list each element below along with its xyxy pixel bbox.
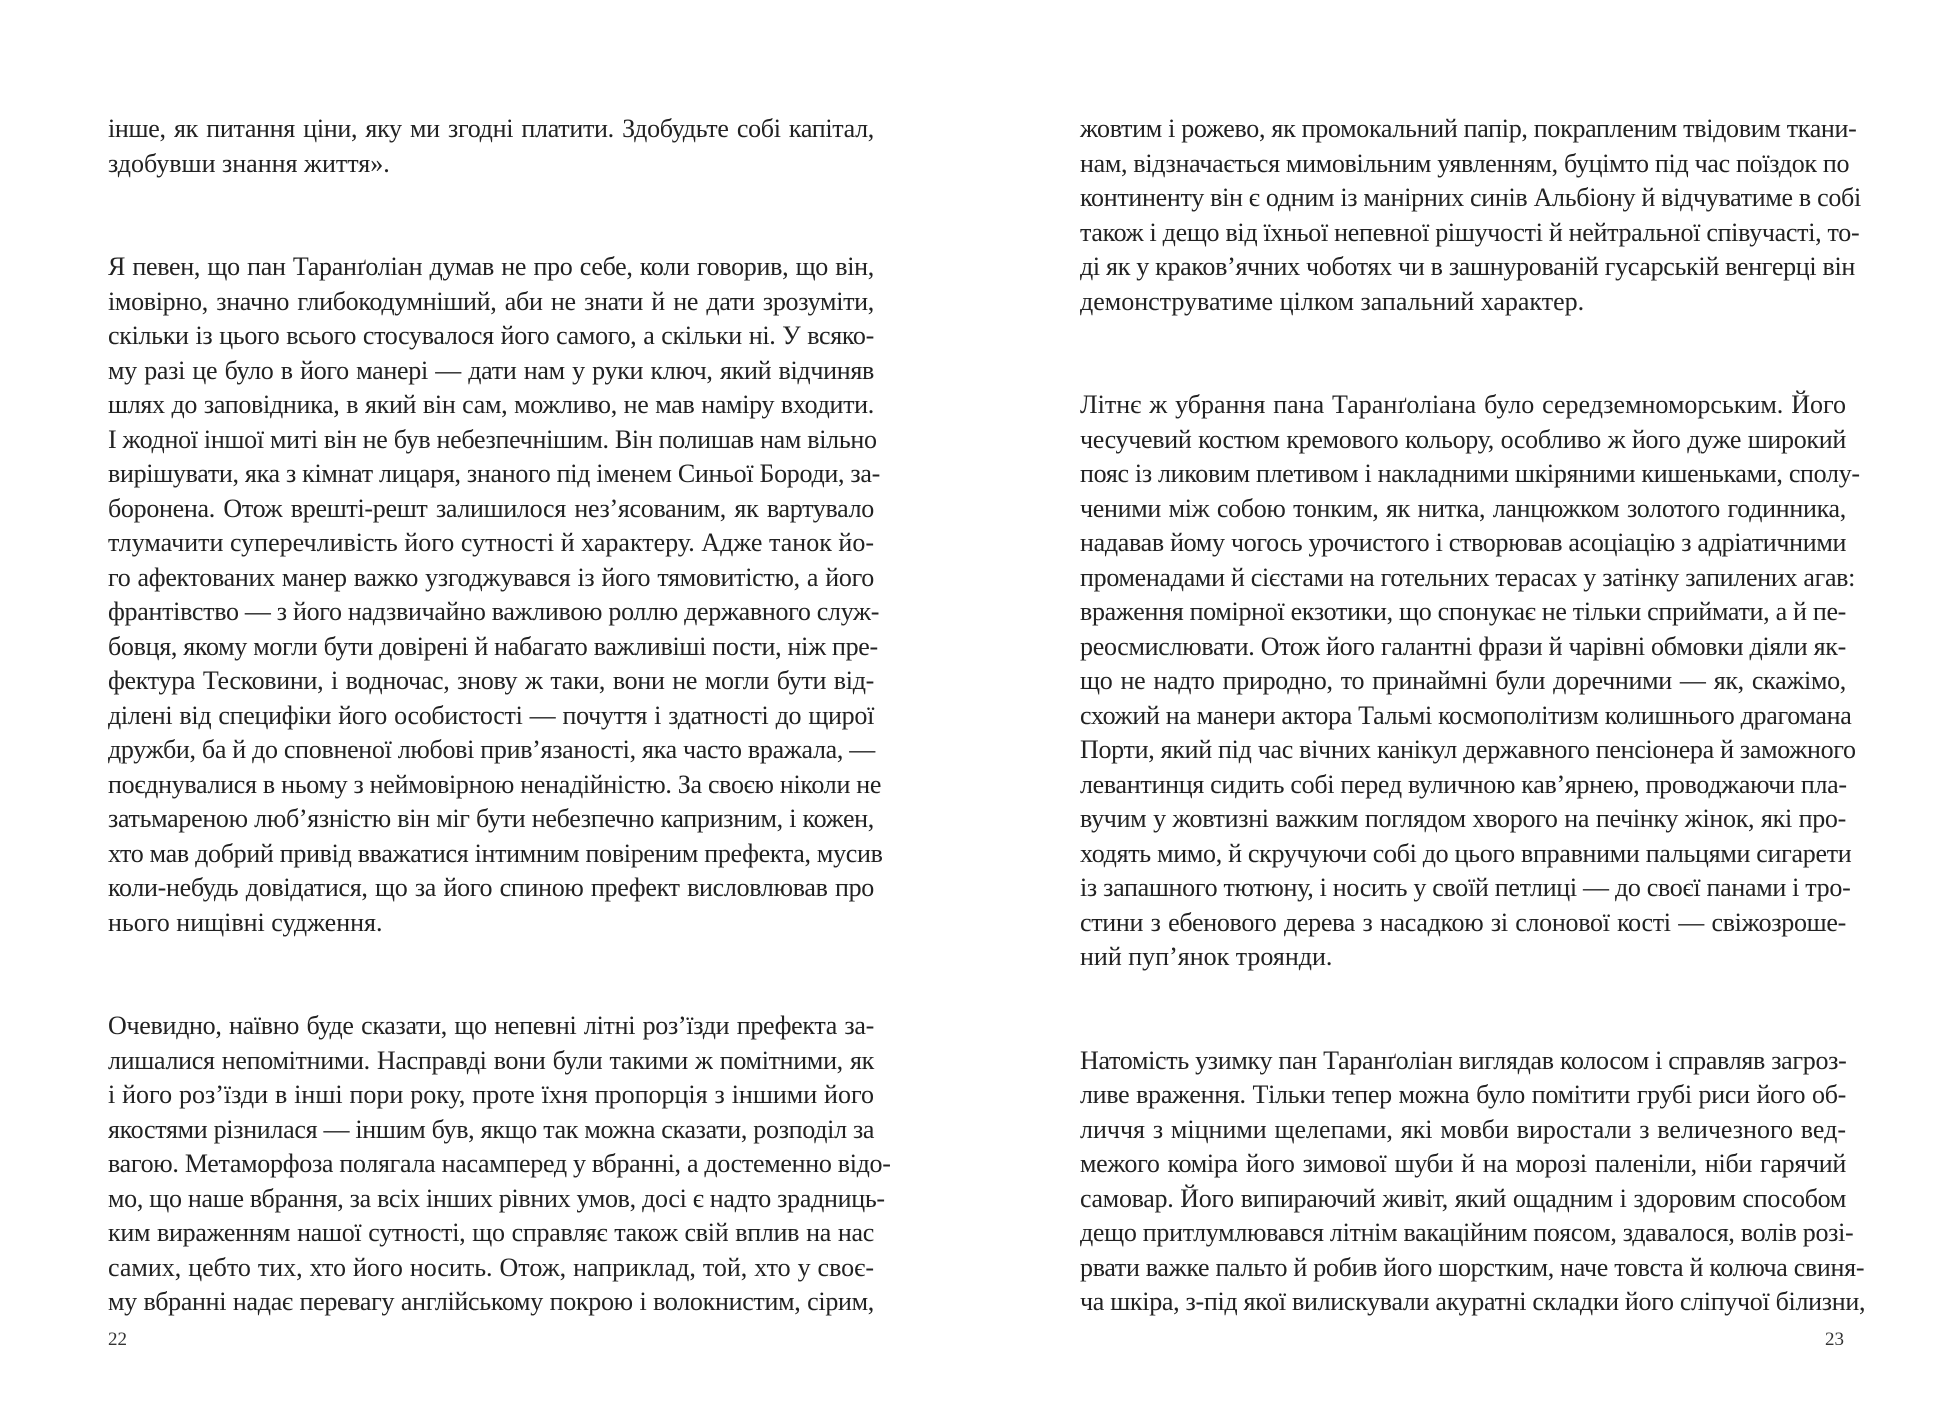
text-line: вучим у жовтизні важким поглядом хворого на печінку жінок, які про- <box>1080 804 1846 833</box>
text-line: здобувши знання життя». <box>108 148 390 178</box>
text-line: ний пуп’янок троянди. <box>1080 942 1333 971</box>
text-line: ченими між собою тонким, як нитка, ланцюжком золотого годинника, <box>1080 493 1846 523</box>
text-line: реосмислювати. Отож його галантні фрази й чарівні обмовки діяли як- <box>1080 631 1846 661</box>
text-line: і його роз’їзди в інші пори року, проте їхня пропорція з іншими його <box>108 1080 874 1109</box>
text-line: левантинця сидить собі перед вуличною кав’ярнею, проводжаючи пла- <box>1080 769 1847 799</box>
text-line: боронена. Отож врешті-решт залишилося нез’ясованим, як вартувало <box>108 493 874 523</box>
text-line: франтівство — з його надзвичайно важливою роллю державного служ- <box>108 597 880 626</box>
text-line: лишалися непомітними. Насправді вони були такими ж помітними, як <box>108 1045 874 1075</box>
text-line: вагою. Метаморфоза полягала насамперед у вбранні, а достеменно відо- <box>108 1149 891 1178</box>
text-line: також і дещо від їхньої непевної рішучості й нейтральної співучасті, то- <box>1080 217 1860 247</box>
paragraph <box>108 250 883 940</box>
text-line: Очевидно, наївно буде сказати, що непевні літні роз’їзди префекта за- <box>108 1011 874 1040</box>
text-line: схожий на манери актора Тальмі космополітизм колишнього драгомана <box>1080 700 1852 730</box>
text-line: ді як у краков’ячних чоботях чи в зашнурованій гусарській венгерці він <box>1080 252 1856 281</box>
text-line: пояс із ликовим плетивом і накладними шкіряними кишеньками, сполу- <box>1080 459 1860 488</box>
text-line: ходять мимо, й скручуючи собі до цього вправними пальцями сигарети <box>1080 838 1852 868</box>
text-line: стини з ебенового дерева з насадкою зі слонової кості — свіжозроше- <box>1080 907 1846 937</box>
left-page-text <box>108 112 891 1320</box>
paragraph <box>108 1009 891 1320</box>
paragraph <box>108 112 874 181</box>
text-line: Натомість узимку пан Таранґоліан виглядав колосом і справляв загроз- <box>1080 1045 1847 1075</box>
text-line: ливе враження. Тільки тепер можна було помітити грубі риси його об- <box>1080 1080 1846 1109</box>
text-line: ділені від специфіки його особистості — почуття і здатності до щирої <box>108 700 874 730</box>
text-line: що не надто природно, то принаймні були доречними — як, скажімо, <box>1080 666 1846 695</box>
text-line: дружби, ба й до сповненої любові прив’язаності, яка часто вражала, — <box>108 735 875 764</box>
text-line: нього нищівні судження. <box>108 907 383 937</box>
text-line: жовтим і рожево, як промокальний папір, покрапленим твідовим ткани- <box>1080 114 1857 143</box>
text-line: дещо притлумлювався літнім вакаційним поясом, здавалося, волів розі- <box>1080 1218 1854 1247</box>
text-line: нам, відзначається мимовільним уявленням, буцімто під час поїздок по <box>1080 148 1850 178</box>
text-line: коли-небудь довідатися, що за його спиною префект висловлював про <box>108 873 874 902</box>
left-page <box>0 0 974 1418</box>
text-line: із запашного тютюну, і носить у своїй петлиці — до своєї панами і тро- <box>1080 873 1851 902</box>
text-line: демонструватиме цілком запальний характер. <box>1080 286 1585 316</box>
paragraph <box>1080 112 1861 319</box>
text-line: го афектованих манер важко узгоджувався із його тямовитістю, а його <box>108 562 874 592</box>
text-line: Порти, який під час вічних канікул державного пенсіонера й заможного <box>1080 735 1856 764</box>
text-line: поєднувалися в ньому з неймовірною ненадійністю. За своєю ніколи не <box>108 769 882 799</box>
text-line: Літнє ж убрання пана Таранґоліана було середземноморським. Його <box>1080 390 1846 419</box>
text-line: чесучевий костюм кремового кольору, особливо ж його дуже широкий <box>1080 424 1846 454</box>
page-number: 22 <box>108 1329 127 1350</box>
text-line: бовця, якому могли бути довірені й набагато важливіші пости, ніж пре- <box>108 631 878 661</box>
text-line: затьмареною люб’язністю він міг бути небезпечно капризним, і кожен, <box>108 804 874 833</box>
text-line: хто мав добрий привід вважатися інтимним повіреним префекта, мусив <box>108 838 883 868</box>
text-line: інше, як питання ціни, яку ми згодні платити. Здобудьте собі капітал, <box>108 114 874 143</box>
text-line: вирішувати, яка з кімнат лицаря, знаного під іменем Синьої Бороди, за- <box>108 459 880 488</box>
text-line: ча шкіра, з-під якої вилискували акуратні складки його сліпучої білизни, <box>1080 1287 1866 1316</box>
text-line: фектура Тесковини, і водночас, знову ж таки, вони не могли бути від- <box>108 666 874 695</box>
text-line: межого коміра його зимової шуби й на морозі паленіли, ніби гарячий <box>1080 1149 1846 1178</box>
text-line: му вбранні надає перевагу англійському покрою і волокнистим, сірим, <box>108 1287 874 1316</box>
text-line: якостями різнилася — іншим був, якщо так можна сказати, розподіл за <box>108 1114 875 1144</box>
text-line: надавав йому чогось урочистого і створював асоціацію з адріатичними <box>1080 528 1847 557</box>
page-number: 23 <box>1825 1329 1844 1350</box>
text-line: тлумачити суперечливість його сутності й характеру. Адже танок йо- <box>108 528 874 557</box>
right-page <box>975 0 1949 1418</box>
text-line: Я певен, що пан Таранґоліан думав не про себе, коли говорив, що він, <box>108 252 874 281</box>
text-line: самих, цебто тих, хто його носить. Отож, наприклад, той, хто у своє- <box>108 1252 874 1282</box>
text-line: континенту він є одним із манірних синів Альбіону й відчуватиме в собі <box>1080 183 1861 212</box>
text-line: шлях до заповідника, в який він сам, можливо, не мав наміру входити. <box>108 390 874 419</box>
right-page-text <box>1080 112 1866 1320</box>
text-line: скільки із цього всього стосувалося його самого, а скільки ні. У всяко- <box>108 321 874 350</box>
text-line: імовірно, значно глибокодумніший, аби не знати й не дати зрозуміти, <box>108 286 874 316</box>
paragraph <box>1080 1044 1866 1320</box>
text-line: му разі це було в його манері — дати нам у руки ключ, який відчиняв <box>108 355 874 385</box>
text-line: личчя з міцними щелепами, які мовби виростали з величезного вед- <box>1080 1114 1846 1144</box>
text-line: рвати важке пальто й робив його шорстким, наче товста й колюча свиня- <box>1080 1252 1865 1282</box>
text-line: І жодної іншої миті він не був небезпечнішим. Він полишав нам вільно <box>108 424 877 454</box>
text-line: враження помірної екзотики, що спонукає не тільки сприймати, а й пе- <box>1080 597 1847 626</box>
text-line: ким вираженням нашої сутності, що справляє також свій вплив на нас <box>108 1218 874 1247</box>
text-line: мо, що наше вбрання, за всіх інших рівних умов, досі є надто зрадниць- <box>108 1183 885 1213</box>
paragraph <box>1080 388 1860 975</box>
text-line: самовар. Його випираючий живіт, який ощадним і здоровим способом <box>1080 1183 1846 1213</box>
text-line: променадами й сієстами на готельних терасах у затінку запилених агав: <box>1080 562 1856 592</box>
